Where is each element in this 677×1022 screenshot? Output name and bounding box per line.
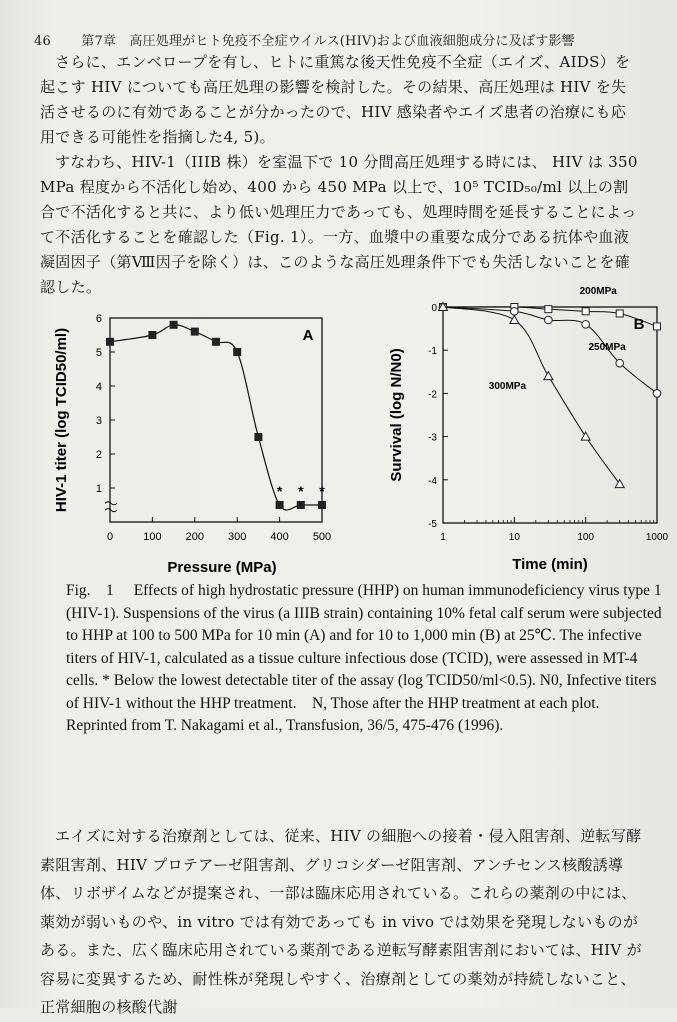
figure-panel-b (365, 286, 675, 575)
x-tick-label: 100 (143, 531, 162, 543)
data-point (106, 338, 114, 346)
y-tick-label: 5 (95, 347, 102, 359)
data-point (233, 348, 241, 356)
y-tick-label: -2 (428, 389, 437, 401)
data-point (545, 306, 552, 313)
x-tick-label: 0 (106, 531, 114, 543)
panel-label: B (633, 316, 645, 333)
data-point (212, 338, 220, 346)
panel-label: A (302, 327, 314, 344)
data-point (582, 308, 589, 315)
y-tick-label: -4 (428, 475, 437, 487)
data-point (615, 480, 624, 488)
paragraph-3 (40, 822, 650, 1022)
series-line (110, 325, 322, 510)
data-point (254, 433, 262, 441)
series-label: 200MPa (579, 286, 617, 298)
x-tick-label: 1000 (645, 532, 669, 543)
y-tick-label: 1 (95, 483, 102, 495)
data-point (654, 323, 661, 330)
series-line (443, 307, 620, 484)
data-point (510, 315, 519, 323)
data-point (581, 432, 590, 440)
x-tick-label: 300 (228, 531, 247, 543)
y-tick-label: -5 (428, 519, 437, 530)
panel-a-chart (42, 300, 342, 590)
figure-caption (66, 580, 666, 738)
data-point (170, 321, 178, 329)
x-axis-label: Pressure (MPa) (167, 559, 277, 576)
x-tick-label: 1 (440, 532, 446, 543)
paragraph-2-text: すなわち、HIV-1（IIIB 株）を室温下で 10 分間高圧処理する時には、 HIV は 350 MPa 程度から不活化し始め、400 から 450 MPa 以上で、10⁵ TCID₅₀/ml 以上の割合で不活化すると共に、より低い処理圧力であっても、処理時間を延長することによって不活化することを確認した（Fig. 1）。一方、血漿中の重要な成分である抗体や血液凝固因子（第Ⅷ因子を除く）は、このような高圧処理条件下でも失活しないことを確認した。 (40, 153, 638, 296)
x-tick-label: 200 (185, 531, 204, 543)
data-point (544, 372, 553, 380)
y-tick-label: 2 (95, 449, 102, 461)
series-label: 250MPa (588, 342, 626, 354)
y-axis-label: Survival (log N/N0) (388, 348, 405, 482)
figure-label: Fig. 1 (66, 582, 114, 599)
plot-frame (110, 318, 322, 522)
data-point (148, 331, 156, 339)
running-header (34, 30, 575, 49)
y-tick-label: -3 (428, 432, 437, 444)
data-point (653, 390, 661, 398)
x-tick-label: 10 (508, 532, 520, 543)
paragraph-2 (40, 150, 640, 300)
data-point (511, 308, 519, 316)
paragraph-3-text: エイズに対する治療剤としては、従来、HIV の細胞への接着・侵入阻害剤、逆転写酵素阻害剤、HIV プロテアーゼ阻害剤、グリコシダーゼ阻害剤、アンチセンス核酸誘導体、リボザイムなどが提案され、一部は臨床応用されている。これらの薬剤の中には、薬効が弱いものや、in vitro では有効であっても in vivo では効果を発現しないものがある。また、広く臨床応用されている薬剤である逆転写酵素阻害剤においては、HIV が容易に変異するため、耐性株が発現しやすく、治療剤としての薬効が持続しないこと、正常細胞の核酸代謝 (40, 827, 642, 1016)
data-point (191, 328, 199, 336)
data-point (582, 320, 590, 328)
x-tick-label: 100 (577, 532, 595, 543)
y-tick-label: -1 (428, 346, 437, 358)
y-tick-label: 4 (95, 381, 102, 393)
y-tick-label: 0 (431, 303, 437, 314)
asterisk-annotation: * (319, 483, 325, 499)
data-point (545, 316, 553, 324)
y-tick-label: 6 (95, 313, 102, 325)
x-tick-label: 500 (312, 531, 332, 543)
paragraph-1 (40, 50, 640, 150)
axis-break-mark (105, 502, 117, 512)
series-label: 300MPa (488, 381, 527, 393)
data-point (318, 501, 326, 509)
y-tick-label: 3 (95, 415, 102, 427)
data-point (297, 501, 305, 509)
data-point (276, 501, 284, 509)
running-title: 第7章 高圧処理がヒト免疫不全症ウイルス(HIV)および血液細胞成分に及ぼす影響 (81, 34, 575, 49)
y-axis-label: HIV-1 titer (log TCID50/ml) (53, 327, 70, 513)
plot-frame (443, 307, 657, 523)
data-point (616, 359, 624, 367)
x-tick-label: 400 (270, 531, 289, 543)
asterisk-annotation: * (276, 483, 283, 499)
x-axis-label: Time (min) (512, 556, 588, 573)
panel-b-chart (365, 286, 675, 575)
data-point (616, 310, 623, 317)
asterisk-annotation: * (298, 483, 304, 499)
page-number: 46 (34, 34, 51, 49)
caption-text: Effects of high hydrostatic pressure (HHP) on human immunodeficiency virus type 1 (HIV-1). Suspensions of the virus (a IIIB strain) containing 10% fetal calf serum were subjected to HHP at 100 to 500 MPa for 10 min (A) and for 10 to 1,000 min (B) at 25℃. The infective titers of HIV-1, calculated as a tissue culture infectious dose (TCID), were assessed in MT-4 cells. * Below the lowest detectable titer of the assay (log TCID50/ml<0.5). N0, Infective titers of HIV-1 without the HHP treatment. N, Those after the HHP treatment at each plot. Reprinted from T. Nakagami et al., Transfusion, 36/5, 475-476 (1996). (66, 582, 662, 734)
figure-panel-a (42, 300, 342, 590)
paragraph-1-text: さらに、エンベロープを有し、ヒトに重篤な後天性免疫不全症（エイズ、AIDS）を起こす HIV についても高圧処理の影響を検討した。その結果、高圧処理は HIV を失活させるのに有効であることが分かったので、HIV 感染者やエイズ患者の治療にも応用できる可能性を指摘した4, 5)。 (40, 53, 631, 146)
